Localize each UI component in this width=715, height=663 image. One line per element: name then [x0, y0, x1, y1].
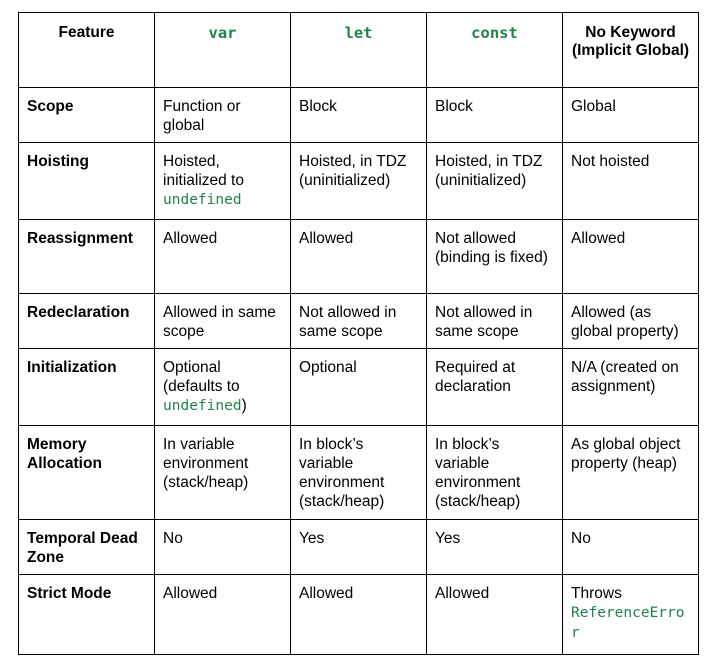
cell-let: Optional: [291, 349, 427, 426]
cell-var: Function or global: [155, 88, 291, 143]
cell-let: Yes: [291, 520, 427, 575]
header-code-label: var: [208, 24, 237, 42]
cell-text: Throws: [571, 585, 622, 602]
table-row-memory-allocation: [19, 426, 699, 520]
cell-var: [155, 349, 291, 426]
table-row-reassignment: [19, 220, 699, 294]
cell-no-keyword: Allowed: [563, 220, 699, 294]
cell-text: Hoisted, initialized to: [163, 153, 244, 189]
header-let: [291, 13, 427, 88]
cell-const: Block: [427, 88, 563, 143]
comparison-table: [18, 12, 699, 655]
header-row: [19, 13, 699, 88]
table-row-strict-mode: [19, 575, 699, 655]
row-header: Redeclaration: [19, 294, 155, 349]
cell-const: Hoisted, in TDZ (uninitialized): [427, 143, 563, 220]
header-no-keyword: [563, 13, 699, 88]
table-row-initialization: [19, 349, 699, 426]
cell-let: Allowed: [291, 575, 427, 655]
cell-no-keyword: N/A (created on assignment): [563, 349, 699, 426]
row-header: Scope: [19, 88, 155, 143]
cell-no-keyword: No: [563, 520, 699, 575]
row-header: Temporal Dead Zone: [19, 520, 155, 575]
header-code-label: const: [471, 24, 518, 42]
cell-var: Allowed: [155, 575, 291, 655]
cell-var: No: [155, 520, 291, 575]
row-header: Initialization: [19, 349, 155, 426]
cell-var: In variable environment (stack/heap): [155, 426, 291, 520]
cell-const: In block’s variable environment (stack/heap): [427, 426, 563, 520]
cell-let: In block’s variable environment (stack/heap): [291, 426, 427, 520]
cell-var: Allowed in same scope: [155, 294, 291, 349]
cell-no-keyword: Allowed (as global property): [563, 294, 699, 349]
table-row-scope: [19, 88, 699, 143]
table-row-redeclaration: [19, 294, 699, 349]
cell-var: Allowed: [155, 220, 291, 294]
row-header: Memory Allocation: [19, 426, 155, 520]
cell-const: Required at declaration: [427, 349, 563, 426]
cell-const: Not allowed (binding is fixed): [427, 220, 563, 294]
header-const: [427, 13, 563, 88]
row-header: Strict Mode: [19, 575, 155, 655]
cell-no-keyword: [563, 575, 699, 655]
cell-const: Allowed: [427, 575, 563, 655]
cell-let: Hoisted, in TDZ (uninitialized): [291, 143, 427, 220]
header-feature: [19, 13, 155, 88]
code-snippet: undefined: [163, 192, 242, 208]
cell-no-keyword: As global object property (heap): [563, 426, 699, 520]
header-label: Feature: [58, 24, 115, 41]
row-header: Reassignment: [19, 220, 155, 294]
row-header: Hoisting: [19, 143, 155, 220]
cell-suffix: ): [241, 397, 247, 414]
header-code-label: let: [344, 24, 373, 42]
code-snippet: ReferenceError: [571, 605, 685, 641]
cell-no-keyword: Not hoisted: [563, 143, 699, 220]
code-snippet: undefined: [163, 398, 242, 414]
cell-let: Allowed: [291, 220, 427, 294]
cell-const: Yes: [427, 520, 563, 575]
cell-let: Block: [291, 88, 427, 143]
header-label: No Keyword (Implicit Global): [571, 24, 690, 59]
cell-var: [155, 143, 291, 220]
cell-text: Optional (defaults to: [163, 359, 240, 395]
cell-let: Not allowed in same scope: [291, 294, 427, 349]
table-row-hoisting: [19, 143, 699, 220]
table-row-temporal-dead-zone: [19, 520, 699, 575]
cell-no-keyword: Global: [563, 88, 699, 143]
cell-const: Not allowed in same scope: [427, 294, 563, 349]
header-var: [155, 13, 291, 88]
